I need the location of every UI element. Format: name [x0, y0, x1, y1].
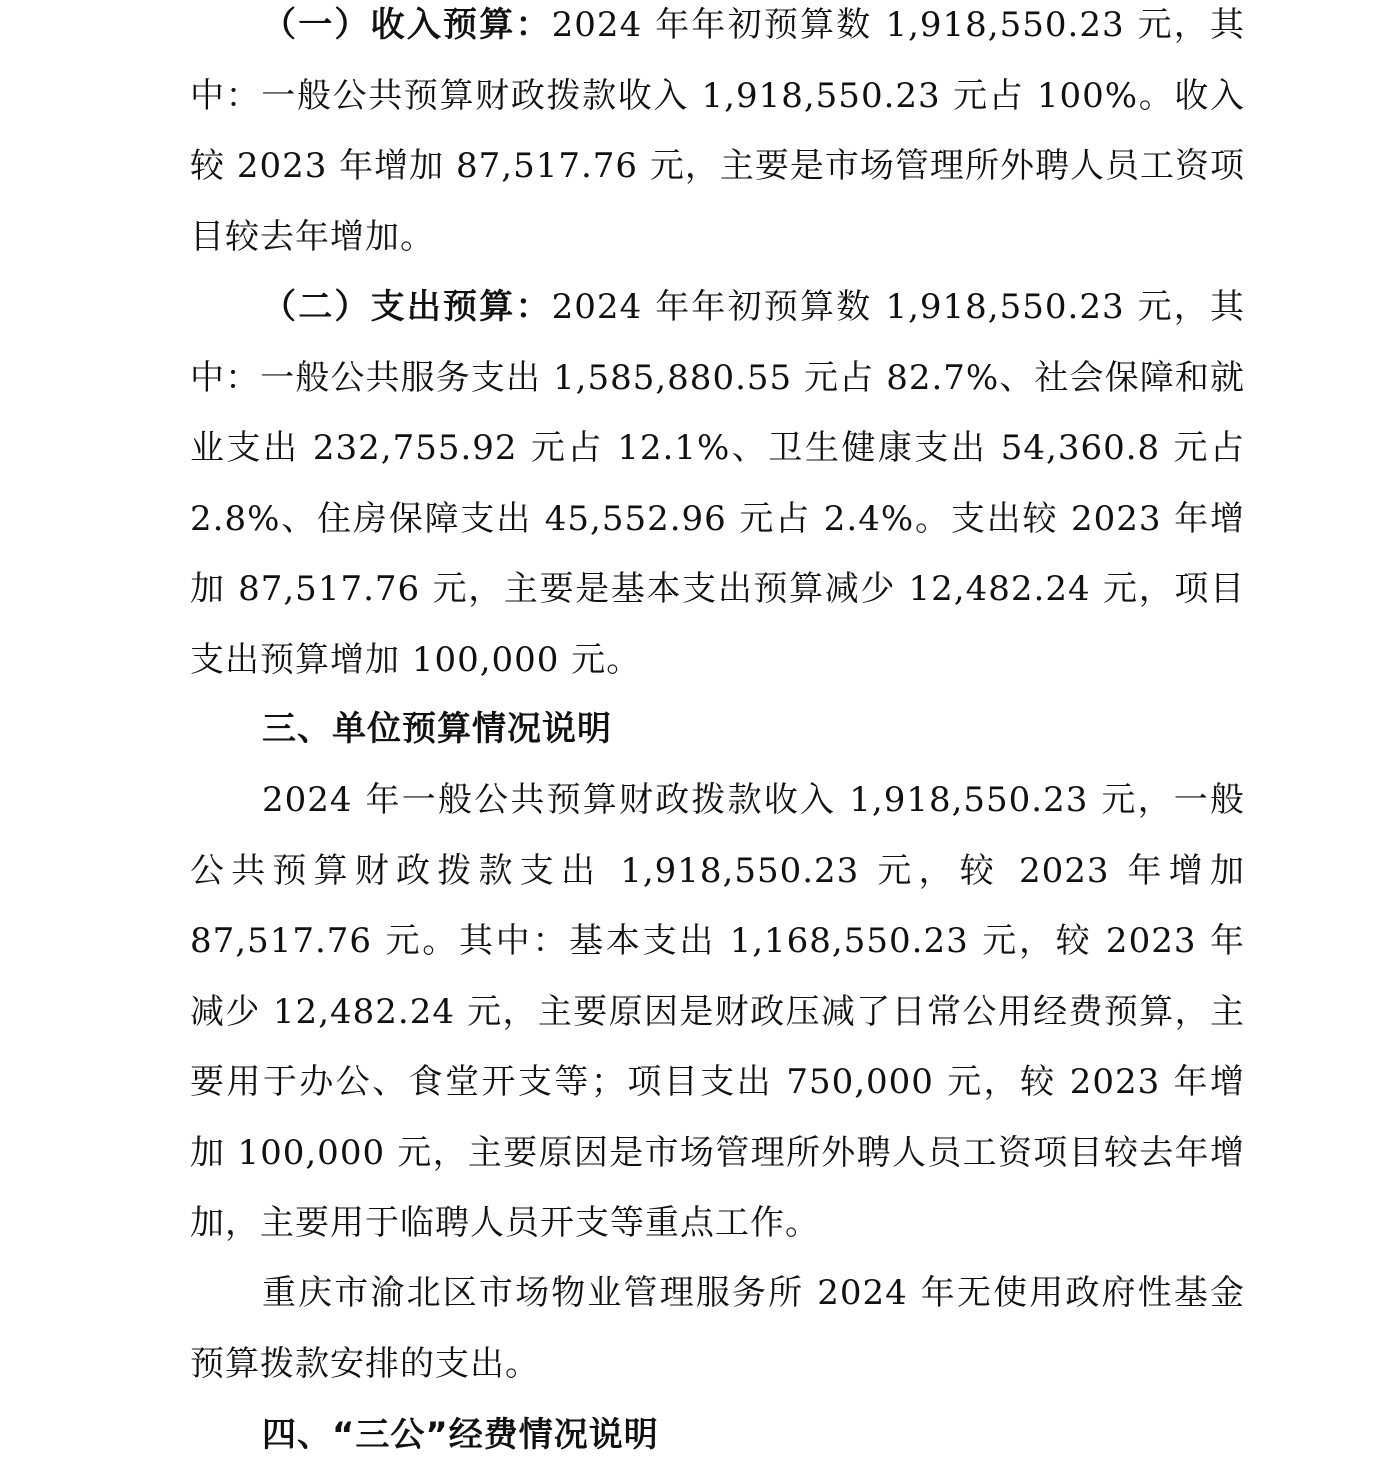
- paragraph-expense-budget: [190, 272, 1245, 695]
- section-heading-four: 四、“三公”经费情况说明: [262, 1415, 659, 1455]
- paragraph-government-fund: [190, 1258, 1245, 1399]
- income-budget-lead: （一）收入预算：: [262, 5, 552, 45]
- paragraph-income-budget: [190, 0, 1245, 272]
- expense-budget-lead: （二）支出预算：: [262, 287, 552, 327]
- unit-budget-text: 2024 年一般公共预算财政拨款收入 1,918,550.23 元，一般公共预算财政拨款支出 1,918,550.23 元，较 2023 年增加 87,517.76 元。其中：基本支出 1,168,550.23 元，较 2023 年减少 12,482.24 元，主要原因是财政压减了日常公用经费预算，主要用于办公、食堂开支等；项目支出 750,000 元，较 2023 年增加 100,000 元，主要原因是市场管理所外聘人员工资项目较去年增加，主要用于临聘人员开支等重点工作。: [190, 780, 1245, 1243]
- government-fund-text: 重庆市渝北区市场物业管理服务所 2024 年无使用政府性基金预算拨款安排的支出。: [190, 1273, 1245, 1384]
- expense-budget-text: 2024 年年初预算数 1,918,550.23 元，其中：一般公共服务支出 1,585,880.55 元占 82.7%、社会保障和就业支出 232,755.92 元占 12.1%、卫生健康支出 54,360.8 元占 2.8%、住房保障支出 45,552.96 元占 2.4%。支出较 2023 年增加 87,517.76 元，主要是基本支出预算减少 12,482.24 元，项目支出预算增加 100,000 元。: [190, 287, 1246, 680]
- paragraph-unit-budget: [190, 765, 1245, 1259]
- income-budget-text: 2024 年年初预算数 1,918,550.23 元，其中：一般公共预算财政拨款收入 1,918,550.23 元占 100%。收入较 2023 年增加 87,517.76 元，主要是市场管理所外聘人员工资项目较去年增加。: [190, 5, 1246, 257]
- section-heading-three: 三、单位预算情况说明: [262, 709, 612, 749]
